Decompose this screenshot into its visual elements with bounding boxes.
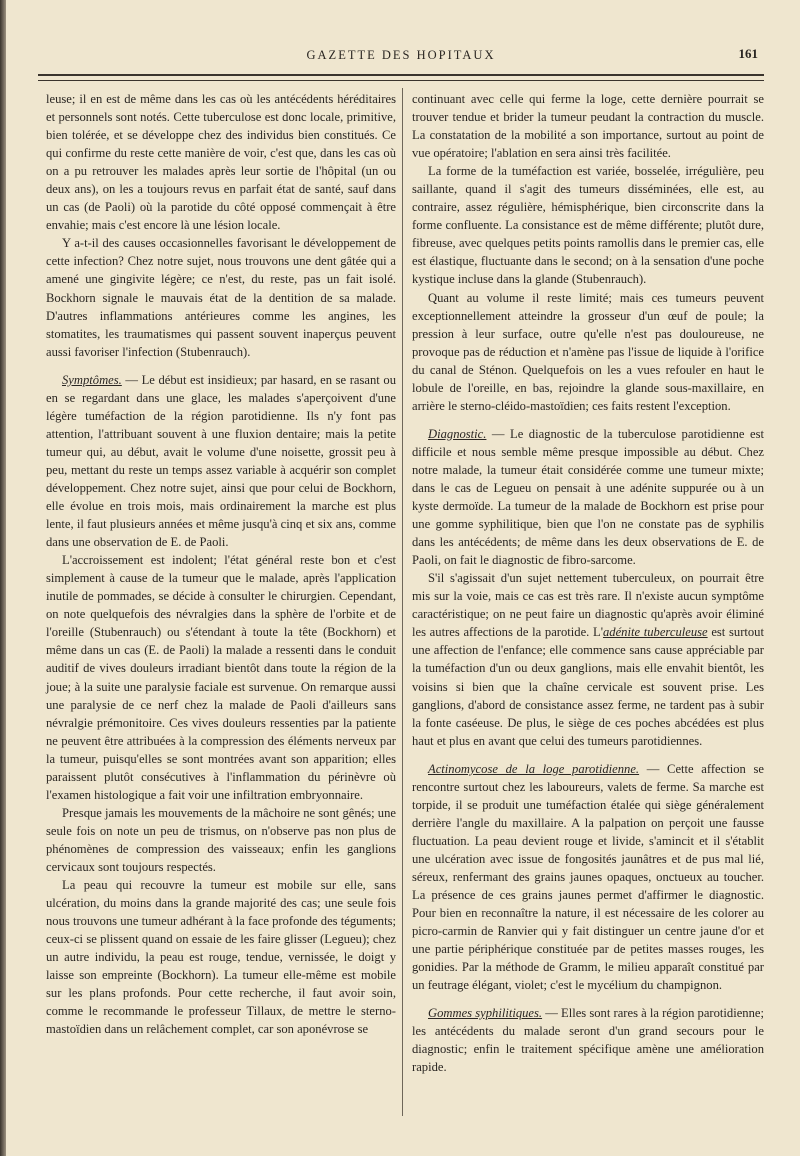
paragraph: Presque jamais les mouvements de la mâchoire ne sont gênés; une seule fois on note un peu de trismus, on n'observe pas non plus de phénomènes de compression des vaisseaux; enfin les ganglions cervicaux sont toujours respectés. xyxy=(46,805,396,874)
paragraph xyxy=(412,569,764,749)
paragraph: L'accroissement est indolent; l'état général reste bon et c'est simplement à cause de la tumeur que le malade, après l'application inutile de pommades, se décide à consulter le chirurgien. Cependant, on note quelquefois des névralgies dans la sphère de l'orbite et de l'oreille (Stubenrauch) ou s'étendant à toute la tête (Bockhorn) et même dans un cas (E. de Paoli) la malade a ressenti dans le conduit auditif de vives douleurs irradiant bientôt dans toute la région de la joue; à la suite une paralysie faciale est survenue. On remarque aussi une paralysie de ce nerf chez la malade de Paoli d'ailleurs sans névralgie prémonitoire. Ces vives douleurs ressenties par la patiente ne peuvent être attribuées à la compression des éléments nerveux par la tumeur, puisqu'elles se sont montrées avant son apparition; elles paraissent plutôt consécutives à l'inflammation du périnèvre où l'examen histologique a fait voir une infiltration embryonnaire. xyxy=(46,553,396,802)
page-number: 161 xyxy=(738,46,758,61)
section-title: Symptômes. xyxy=(62,372,122,387)
section-paragraph-gommes xyxy=(412,1004,764,1076)
header-rule-thin xyxy=(38,80,764,81)
section-title: Diagnostic. xyxy=(428,426,487,441)
paragraph: La peau qui recouvre la tumeur est mobile sur elle, sans ulcération, du moins dans la grande majorité des cas; une seule fois nous trouvons une tumeur adhérant à la face profonde des téguments; ceux-ci se plissent quand on essaie de les faire glisser (Legueu); chez un autre individu, la peau est rouge, tendue, vernissée, le doigt y laisse son empreinte (Bockhorn). La tumeur elle-même est mobile sur les plans profonds. Pour cette recherche, il faut avoir soin, comme le recommande le professeur Tillaux, de mettre le sterno-mastoïdien dans un relâchement complet, car son aponévrose se xyxy=(46,878,396,1037)
header-rule-thick xyxy=(38,74,764,76)
section-paragraph-actinomycose xyxy=(412,760,764,995)
paragraph: leuse; il en est de même dans les cas où les antécédents héréditaires et personnels sont notés. Cette tuberculose est donc locale, primitive, bien tolérée, et se développe chez des individus bien constitués. Ce qui confirme du reste cette manière de voir, c'est que, dans les cas où on a pu retrouver les malades après leur sortie de l'hôpital (un ou deux ans), on les a toujours revus en parfait état de santé, sauf dans un cas (de Paoli) où la parotide du côté opposé commençait à être envahie; mais c'est encore là une lésion locale. xyxy=(46,92,396,233)
paragraph: continuant avec celle qui ferme la loge, cette dernière pourrait se trouver tendue et brider la tumeur peudant la contraction du muscle. La constatation de la mobilité a son importance, surtout au point de vue opératoire; l'ablation en sera ainsi très facilitée. xyxy=(412,92,764,161)
paragraph-text: — Le début est insidieux; par hasard, en se rasant ou en se regardant dans une glace, les malades s'aperçoivent d'une légère tuméfaction de la région parotidienne. Ils n'y font pas attention, l'attribuant souvent à une fluxion dentaire; mais la petite tumeur qui, au début, avait le volume d'une noisette, grossit peu à peu, mettant du reste un temps assez variable à acquérir son complet développement. Chez notre sujet, ainsi que pour celui de Bockhorn, elle évolue en trois mois, mais ordinairement la marche est plus lente, il faut plusieurs années et même jusqu'à cinq et six ans, comme dans une observation de E. de Paoli. xyxy=(46,372,396,550)
paragraph-text: — Cette affection se rencontre surtout chez les laboureurs, valets de ferme. Sa marche est torpide, il se produit une tuméfaction étalée qui siège généralement derrière l'angle du maxillaire. A la palpation on perçoit une fausse fluctuation. La peau devient rouge et livide, s'amincit et il s'établit une ulcération avec issue de fongosités jaunâtres et de pus mal lié, séreux, renfermant des grains jaunes opaques, onctueux au toucher. La présence de ces grains jaunes permet d'affirmer le diagnostic. Pour bien en reconnaître la nature, il est nécessaire de les colorer au picro-carmin de Ranvier qui y fait distinguer un centre jaune d'or et une partie périphérique constituée par de petites masses rouges, les gonidies. Par la méthode de Gramm, le milieu apparaît constitué par un feutrage élégant, violet; c'est le mycélium du champignon. xyxy=(412,761,764,993)
left-column xyxy=(46,90,396,1038)
page-header xyxy=(38,40,764,70)
paragraph-text: — Le diagnostic de la tuberculose parotidienne est difficile et nous semble même presque impossible au début. Chez notre malade, la tumeur était considérée comme une tumeur mixte; dans le cas de Legueu on pensait à une adénite suppurée ou à un kyste dermoïde. La tumeur de la malade de Bockhorn est prise pour une gomme syphilitique, bien que l'on ne constate pas de syphilis dans les antécédents; de même dans les deux observations de E. de Paoli, on fait le diagnostic de fibro-sarcome. xyxy=(412,426,764,568)
paragraph-text: est surtout une affection de l'enfance; elle commence sans cause appréciable par la tuméfaction d'un ou deux ganglions, mais elle envahit bientôt, les voisins si bien que la chaîne cervicale est souvent prise. Les ganglions, d'abord de consistance assez ferme, ne tardent pas à subir la fonte caséeuse. De plus, le siège de ces poches abcédées est plus haut et plus en avant que celui des tumeurs parotidiennes. xyxy=(412,625,764,748)
section-title: Gommes syphilitiques. xyxy=(428,1006,543,1021)
section-paragraph-symptomes xyxy=(46,371,396,551)
right-column xyxy=(412,90,764,1076)
italic-term: adénite tuberculeuse xyxy=(602,625,708,640)
section-paragraph-diagnostic xyxy=(412,425,764,569)
section-title: Actinomycose de la loge parotidienne. xyxy=(428,761,640,776)
page-binding-edge xyxy=(0,0,6,1156)
paragraph: La forme de la tuméfaction est variée, bosselée, irrégulière, peu saillante, quand il s'agit des tumeurs disséminées, elle est, au contraire, assez régulière, hémisphérique, bien circonscrite dans la forme confluente. La consistance est de même différente; plutôt dure, fibreuse, avec quelques petits points ramollis dans le premier cas, elle est élastique, fluctuante dans le second; on à la sensation d'une poche kystique incluse dans la glande (Stubenrauch). xyxy=(412,164,764,287)
paragraph-text: — Elles sont rares à la région parotidienne; les antécédents du malade seront d'un grand secours pour le diagnostic; enfin le traitement spécifique amène une amélioration rapide. xyxy=(412,1006,764,1075)
running-title: GAZETTE DES HOPITAUX xyxy=(306,48,496,62)
paragraph: Quant au volume il reste limité; mais ces tumeurs peuvent exceptionnellement atteindre la grosseur d'un œuf de poule; la pression à leur surface, outre qu'elle n'est pas douloureuse, ne provoque pas de réduction et n'amène pas l'issue de liquide à l'orifice du canal de Sténon. Quelquefois on les a vues refouler en haut le lobule de l'oreille, en bas, rejoindre la glande sous-maxillaire, en arrière le sterno-cléido-mastoïdien; ces faits restent l'exception. xyxy=(412,290,764,413)
paragraph: Y a-t-il des causes occasionnelles favorisant le développement de cette infection? Chez notre sujet, nous trouvons une dent gâtée qui a amené une gingivite légère; ce n'est, du reste, pas un fait isolé. Bockhorn signale le mauvais état de la dentition de sa malade. D'autres inflammations antérieures comme les angines, les stomatites, les traumatismes qui passent souvent inaperçus peuvent aussi favoriser l'infection (Stubenrauch). xyxy=(46,236,396,359)
paragraph-text: S'il s'agissait d'un sujet nettement tuberculeux, on pourrait être mis sur la voie, mais ce cas est très rare. Il n'existe aucun symptôme caractéristique; on ne peut faire un diagnostic qu'après avoir éliminé les autres affections de la parotide. L' xyxy=(412,571,764,640)
column-divider xyxy=(402,88,403,1116)
